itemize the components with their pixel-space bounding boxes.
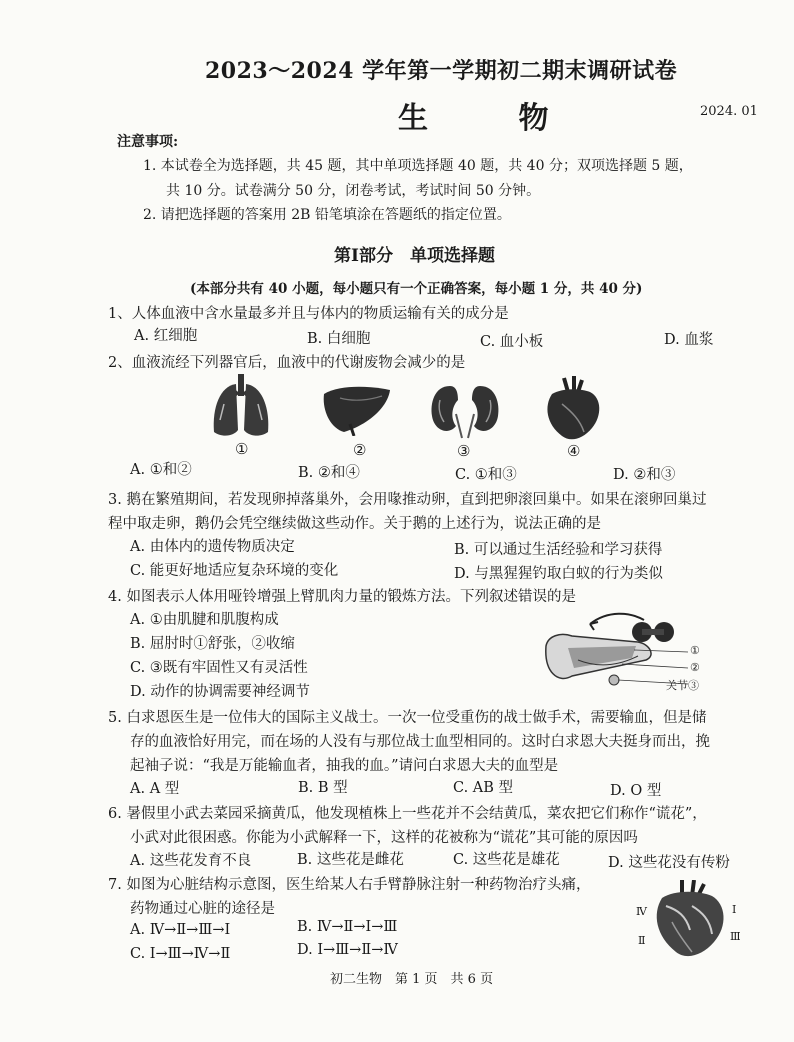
q2-fig-label-1: ①	[235, 440, 249, 458]
q3-option-c: C. 能更好地适应复杂环境的变化	[130, 563, 339, 579]
q2-stem: 2、血液流经下列器官后，血液中的代谢废物会减少的是	[108, 355, 466, 371]
q2-fig-label-4: ④	[567, 442, 581, 460]
heart-structure-icon	[652, 880, 730, 960]
exam-title: 2023～2024 学年第一学期初二期末调研试卷	[205, 58, 678, 84]
q4-option-d: D. 动作的协调需要神经调节	[130, 684, 310, 700]
lungs-icon	[210, 374, 272, 440]
q1-option-b: B. 白细胞	[307, 331, 371, 347]
notes-item-1-line-1: 1. 本试卷全为选择题，共 45 题，其中单项选择题 40 题，共 40 分；双项选择题 5 题，	[143, 158, 693, 174]
q7-fig-label-ii: Ⅱ	[638, 934, 646, 947]
q1-stem: 1、人体血液中含水量最多并且与体内的物质运输有关的成分是	[108, 306, 509, 322]
q1-option-a: A. 红细胞	[134, 328, 198, 344]
q6-option-c: C. 这些花是雄花	[453, 852, 560, 868]
q6-option-a: A. 这些花发育不良	[130, 853, 252, 869]
notes-item-1-line-2: 共 10 分。试卷满分 50 分，闭卷考试，考试时间 50 分钟。	[166, 183, 541, 199]
exam-date: 2024. 01	[700, 104, 758, 119]
q5-option-b: B. B 型	[298, 780, 348, 796]
q3-option-d: D. 与黑猩猩钓取白蚁的行为类似	[454, 566, 663, 582]
q4-fig-label-1: ①	[690, 644, 700, 657]
q7-option-c: C. Ⅰ→Ⅲ→Ⅳ→Ⅱ	[130, 946, 231, 962]
q4-option-a: A. ①由肌腱和肌腹构成	[130, 612, 279, 628]
q6-option-d: D. 这些花没有传粉	[608, 855, 730, 871]
q5-stem-line-1: 5. 白求恩医生是一位伟大的国际主义战士。一次一位受重伤的战士做手术，需要输血，但是储	[108, 710, 707, 726]
q2-option-b: B. ②和④	[298, 465, 360, 481]
q7-stem-line-2: 药物通过心脏的途径是	[130, 901, 275, 917]
q2-option-a: A. ①和②	[130, 462, 192, 478]
notes-item-2: 2. 请把选择题的答案用 2B 铅笔填涂在答题纸的指定位置。	[143, 207, 511, 223]
q4-option-c: C. ③既有牢固性又有灵活性	[130, 660, 308, 676]
subject-title: 生 物	[398, 101, 589, 136]
q2-fig-label-3: ③	[457, 442, 471, 460]
q7-fig-label-iii: Ⅲ	[730, 930, 741, 943]
q7-option-a: A. Ⅳ→Ⅱ→Ⅲ→Ⅰ	[130, 922, 231, 938]
q2-option-d: D. ②和③	[613, 467, 676, 483]
kidneys-icon	[428, 384, 502, 440]
q7-stem-line-1: 7. 如图为心脏结构示意图，医生给某人右手臂静脉注射一种药物治疗头痛，	[108, 877, 591, 893]
q5-stem-line-2: 存的血液恰好用完，而在场的人没有与那位战士血型相同的。这时白求恩大夫挺身而出，挽	[130, 734, 710, 750]
q5-option-a: A. A 型	[130, 781, 180, 797]
q6-stem-line-1: 6. 暑假里小武去菜园采摘黄瓜，他发现植株上一些花并不会结黄瓜，菜农把它们称作“谎花”，	[108, 806, 707, 822]
q4-option-b: B. 屈肘时①舒张，②收缩	[130, 636, 295, 652]
q1-option-c: C. 血小板	[480, 334, 544, 350]
liver-icon	[320, 384, 392, 436]
q5-stem-line-3: 起袖子说：“我是万能输血者，抽我的血。”请问白求恩大夫的血型是	[130, 758, 559, 774]
q4-fig-label-2: ②	[690, 661, 700, 674]
q6-stem-line-2: 小武对此很困惑。你能为小武解释一下，这样的花被称为“谎花”其可能的原因吗	[130, 830, 638, 846]
page-footer: 初二生物 第 1 页 共 6 页	[330, 972, 494, 987]
notes-heading: 注意事项:	[117, 134, 179, 150]
section-title: 第Ⅰ部分 单项选择题	[334, 246, 495, 266]
q3-option-a: A. 由体内的遗传物质决定	[130, 539, 295, 555]
heart-icon	[542, 376, 604, 442]
q3-option-b: B. 可以通过生活经验和学习获得	[454, 542, 663, 558]
q1-option-d: D. 血浆	[664, 332, 714, 348]
q7-option-d: D. Ⅰ→Ⅲ→Ⅱ→Ⅳ	[297, 942, 398, 958]
q2-option-c: C. ①和③	[455, 467, 517, 483]
q2-fig-label-2: ②	[353, 441, 367, 459]
q6-option-b: B. 这些花是雌花	[297, 852, 404, 868]
q4-fig-label-3: 关节③	[666, 679, 699, 692]
q5-option-c: C. AB 型	[453, 780, 514, 796]
q5-option-d: D. O 型	[610, 783, 662, 799]
q7-fig-label-i: Ⅰ	[732, 903, 737, 916]
q3-stem-line-2: 程中取走卵，鹅仍会凭空继续做这些动作。关于鹅的上述行为，说法正确的是	[108, 516, 601, 532]
q4-stem: 4. 如图表示人体用哑铃增强上臂肌肉力量的锻炼方法。下列叙述错误的是	[108, 589, 576, 605]
q7-fig-label-iv: Ⅳ	[636, 905, 647, 918]
q7-option-b: B. Ⅳ→Ⅱ→Ⅰ→Ⅲ	[297, 919, 398, 935]
q3-stem-line-1: 3. 鹅在繁殖期间，若发现卵掉落巢外，会用喙推动卵，直到把卵滚回巢中。如果在滚卵回巢过	[108, 492, 707, 508]
section-note: (本部分共有 40 小题，每小题只有一个正确答案，每小题 1 分，共 40 分)	[190, 281, 643, 297]
